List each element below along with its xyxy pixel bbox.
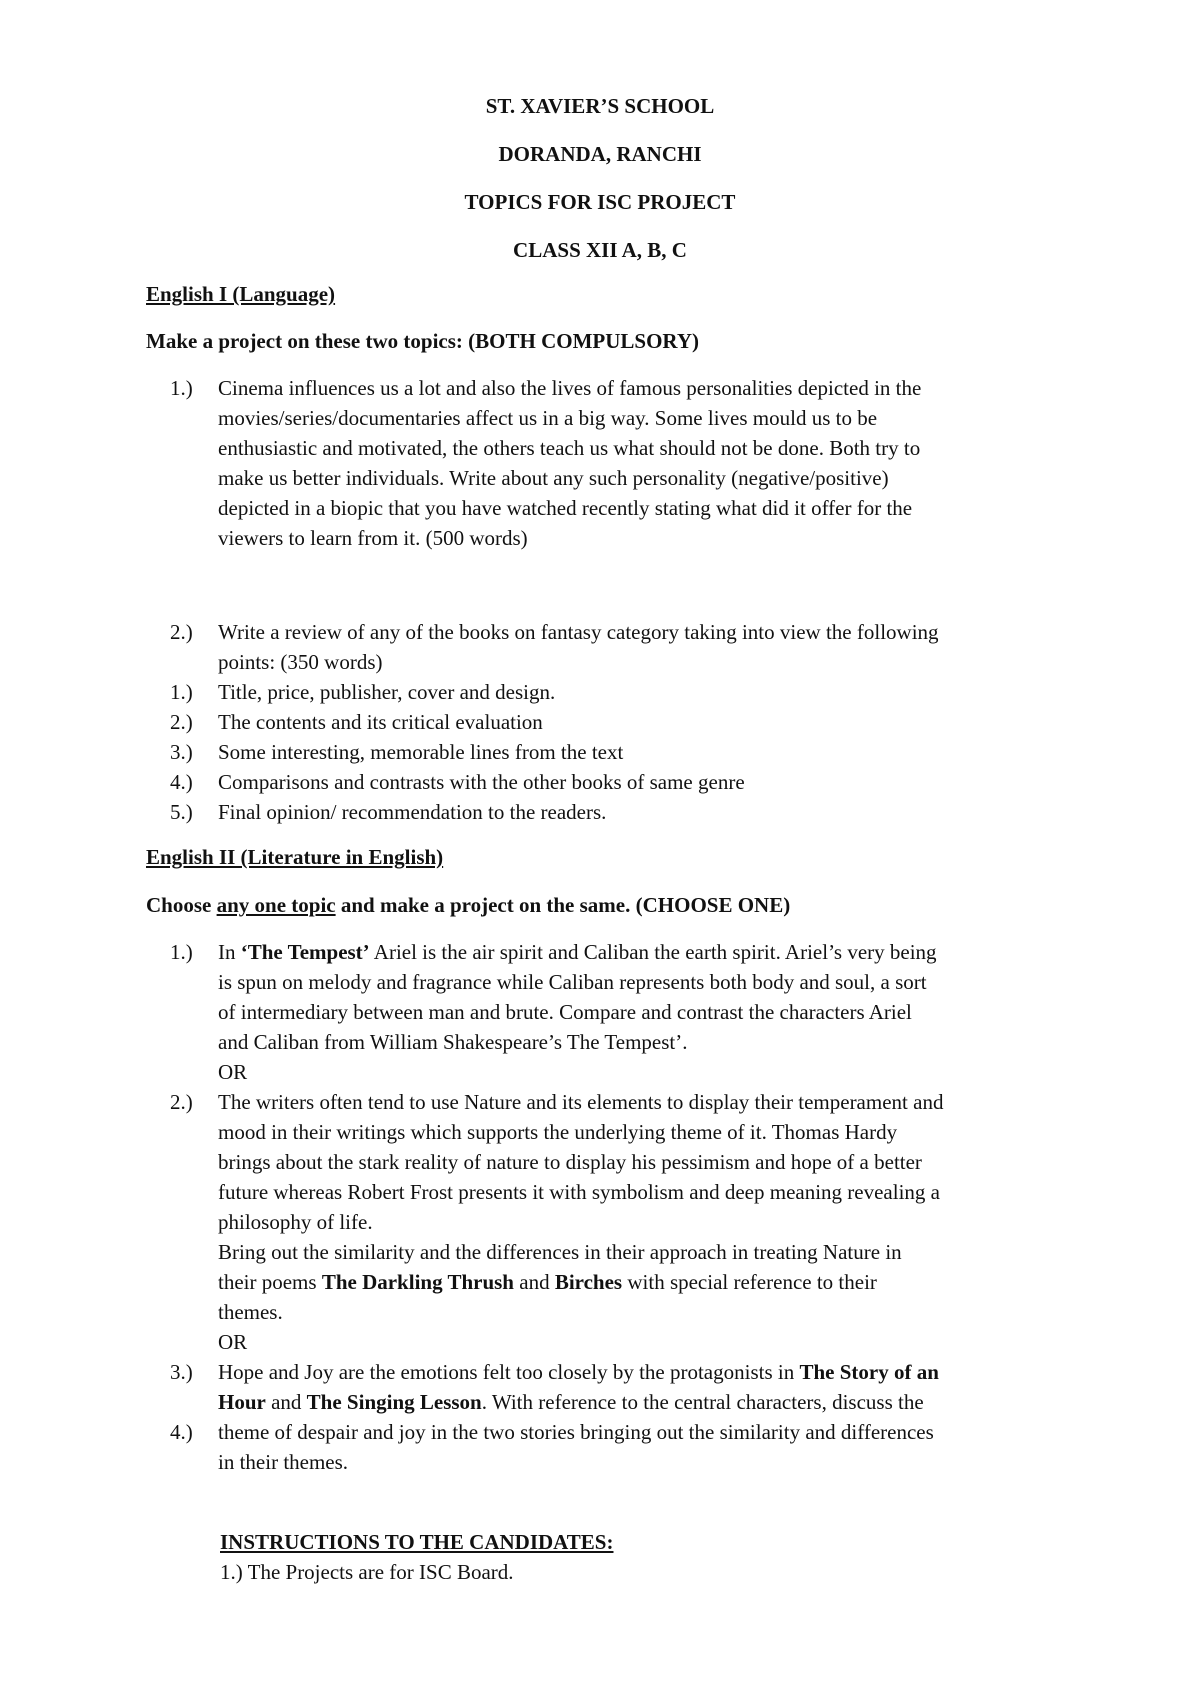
english2-item1-number: 1.) — [170, 940, 193, 964]
text-run: with special reference to their — [622, 1270, 877, 1294]
school-name: ST. XAVIER’S SCHOOL — [485, 94, 715, 118]
text-line: depicted in a biopic that you have watched recently stating what did it offer for the — [218, 496, 913, 520]
text-run: and — [514, 1270, 555, 1294]
document-title: TOPICS FOR ISC PROJECT — [464, 190, 736, 214]
instruction-underlined: any one topic — [216, 893, 336, 917]
english2-item2-number: 2.) — [170, 1090, 193, 1114]
text-line: philosophy of life. — [218, 1210, 373, 1234]
text-line: Bring out the similarity and the differences in their approach in treating Nature in — [218, 1240, 902, 1264]
text-run: Hope and Joy are the emotions felt too closely by the protagonists in — [218, 1360, 800, 1384]
english2-item4-text — [218, 1417, 1068, 1477]
text-line: movies/series/documentaries affect us in a big way. Some lives mould us to be — [218, 406, 878, 430]
story-title: The Story of an — [799, 1360, 939, 1384]
instructions-item1: 1.) The Projects are for ISC Board. — [220, 1560, 514, 1584]
or-separator: OR — [218, 1060, 248, 1084]
poem-title: The Darkling Thrush — [321, 1270, 514, 1294]
english2-item2-text — [218, 1087, 1068, 1357]
text-run: their poems — [218, 1270, 322, 1294]
text-line: theme of despair and joy in the two stories bringing out the similarity and differences — [218, 1420, 934, 1444]
point-text: Comparisons and contrasts with the other books of same genre — [218, 770, 745, 794]
story-title: Hour — [218, 1390, 266, 1414]
text-line: points: (350 words) — [218, 650, 383, 674]
point-text: The contents and its critical evaluation — [218, 710, 543, 734]
text-line: enthusiastic and motivated, the others teach us what should not be done. Both try to — [218, 436, 921, 460]
english2-item3-text — [218, 1357, 1068, 1417]
english1-item1-text — [218, 373, 1068, 553]
school-location: DORANDA, RANCHI — [498, 142, 702, 166]
text-run: Ariel is the air spirit and Caliban the earth spirit. Ariel’s very being — [369, 940, 937, 964]
text-line — [218, 1357, 1068, 1387]
english2-item3-number: 3.) — [170, 1360, 193, 1384]
english2-item1-text — [218, 937, 1068, 1087]
text-line — [218, 1387, 1068, 1417]
point-text: Final opinion/ recommendation to the readers. — [218, 800, 607, 824]
text-line: is spun on melody and fragrance while Caliban represents both body and soul, a sort — [218, 970, 927, 994]
text-line: in their themes. — [218, 1450, 349, 1474]
instruction-post: and make a project on the same. (CHOOSE ONE) — [335, 893, 791, 917]
english1-item1-number: 1.) — [170, 376, 193, 400]
text-line: make us better individuals. Write about any such personality (negative/positive) — [218, 466, 889, 490]
class-label: CLASS XII A, B, C — [513, 238, 687, 262]
text-line: Write a review of any of the books on fantasy category taking into view the following — [218, 620, 939, 644]
english2-item4-number: 4.) — [170, 1420, 193, 1444]
point-text: Some interesting, memorable lines from the text — [218, 740, 624, 764]
poem-title: Birches — [554, 1270, 623, 1294]
english1-heading: English I (Language) — [146, 282, 336, 306]
story-title: The Singing Lesson — [306, 1390, 482, 1414]
instruction-pre: Choose — [146, 893, 217, 917]
point-number: 3.) — [170, 740, 193, 764]
english1-instruction: Make a project on these two topics: (BOTH COMPULSORY) — [146, 329, 699, 353]
text-run: and — [265, 1390, 307, 1414]
point-number: 4.) — [170, 770, 193, 794]
text-line — [218, 1267, 1068, 1297]
english1-item2-number: 2.) — [170, 620, 193, 644]
instructions-heading: INSTRUCTIONS TO THE CANDIDATES: — [220, 1530, 614, 1554]
english2-heading: English II (Literature in English) — [146, 845, 444, 869]
text-line: mood in their writings which supports the underlying theme of it. Thomas Hardy — [218, 1120, 898, 1144]
text-line: brings about the stark reality of nature to display his pessimism and hope of a better — [218, 1150, 922, 1174]
text-line: viewers to learn from it. (500 words) — [218, 526, 528, 550]
text-run: In — [218, 940, 241, 964]
text-line: and Caliban from William Shakespeare’s The Tempest’. — [218, 1030, 688, 1054]
text-line — [218, 937, 1068, 967]
text-line: themes. — [218, 1300, 283, 1324]
or-separator: OR — [218, 1330, 248, 1354]
text-line: The writers often tend to use Nature and its elements to display their temperament and — [218, 1090, 944, 1114]
text-line: Cinema influences us a lot and also the lives of famous personalities depicted in the — [218, 376, 922, 400]
tempest-title: ‘The Tempest’ — [240, 940, 370, 964]
point-number: 2.) — [170, 710, 193, 734]
text-line: future whereas Robert Frost presents it with symbolism and deep meaning revealing a — [218, 1180, 940, 1204]
text-line: of intermediary between man and brute. Compare and contrast the characters Ariel — [218, 1000, 912, 1024]
english2-instruction — [146, 890, 790, 920]
text-run: . With reference to the central characters, discuss the — [481, 1390, 924, 1414]
point-number: 1.) — [170, 680, 193, 704]
point-text: Title, price, publisher, cover and design. — [218, 680, 556, 704]
english1-item2-text — [218, 617, 1068, 677]
point-number: 5.) — [170, 800, 193, 824]
